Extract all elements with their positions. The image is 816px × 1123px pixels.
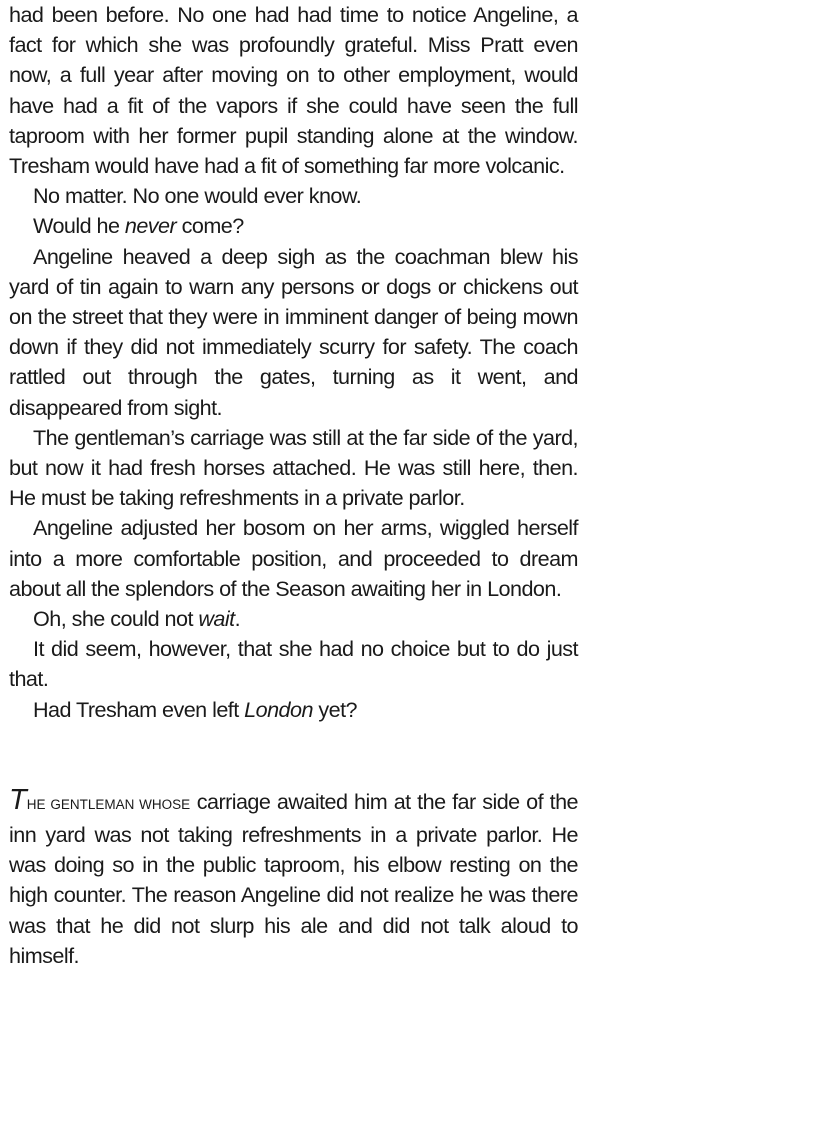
paragraph-2: No matter. No one would ever know. bbox=[33, 183, 362, 209]
paragraph-7-before: Oh, she could not bbox=[33, 606, 199, 632]
paragraph-3-emphasis: never bbox=[124, 213, 177, 239]
paragraph-3-after: come? bbox=[176, 213, 244, 239]
paragraph-1: had been before. No one had had time to notice Angeline, a fact for which she was profoundly grateful. Miss Pratt even now, a full year after moving on to other employment, would have had a fit of the vapors if she could have seen the full taproom with her former pupil standing alone at the window. Tresham would have had a fit of something far more volcanic. bbox=[9, 2, 578, 179]
section-opening-paragraph bbox=[9, 785, 578, 971]
paragraph-4: Angeline heaved a deep sigh as the coachman blew his yard of tin again to warn any persons or dogs or chickens out on the street that they were in imminent danger of being mown down if they did not immediately scurry for safety. The coach rattled out through the gates, turning as it went, and disappeared from sight. bbox=[9, 243, 578, 420]
paragraph-3-before: Would he bbox=[33, 213, 125, 239]
paragraph-9-after: yet? bbox=[312, 696, 357, 722]
section-break bbox=[9, 725, 578, 785]
paragraph-5: The gentleman’s carriage was still at the far side of the yard, but now it had fresh horses attached. He was still here, then. He must be taking refreshments in a private parlor. bbox=[9, 424, 578, 511]
paragraph-9 bbox=[9, 695, 578, 725]
section-initial-letter: T bbox=[9, 783, 27, 816]
paragraph-7 bbox=[9, 604, 578, 634]
section-body-text: carriage awaited him at the far side of the inn yard was not taking refreshments in a private parlor. He was doing so in the public taproom, his elbow resting on the high counter. The reason Angeline did not realize he was there was that he did not slurp his ale and did not talk aloud to himself. bbox=[9, 788, 578, 968]
page-text bbox=[9, 0, 578, 971]
paragraph-7-after: . bbox=[234, 606, 241, 632]
paragraph-9-emphasis: London bbox=[244, 696, 313, 722]
paragraph-6: Angeline adjusted her bosom on her arms, wiggled herself into a more comfortable position, and proceeded to dream about all the splendors of the Season awaiting her in London. bbox=[9, 515, 578, 601]
paragraph-7-emphasis: wait bbox=[198, 606, 235, 632]
section-small-caps-lead: HE GENTLEMAN WHOSE bbox=[26, 796, 191, 812]
paragraph-3 bbox=[9, 211, 578, 241]
paragraph-9-before: Had Tresham even left bbox=[33, 696, 245, 722]
paragraph-8: It did seem, however, that she had no choice but to do just that. bbox=[9, 636, 578, 692]
